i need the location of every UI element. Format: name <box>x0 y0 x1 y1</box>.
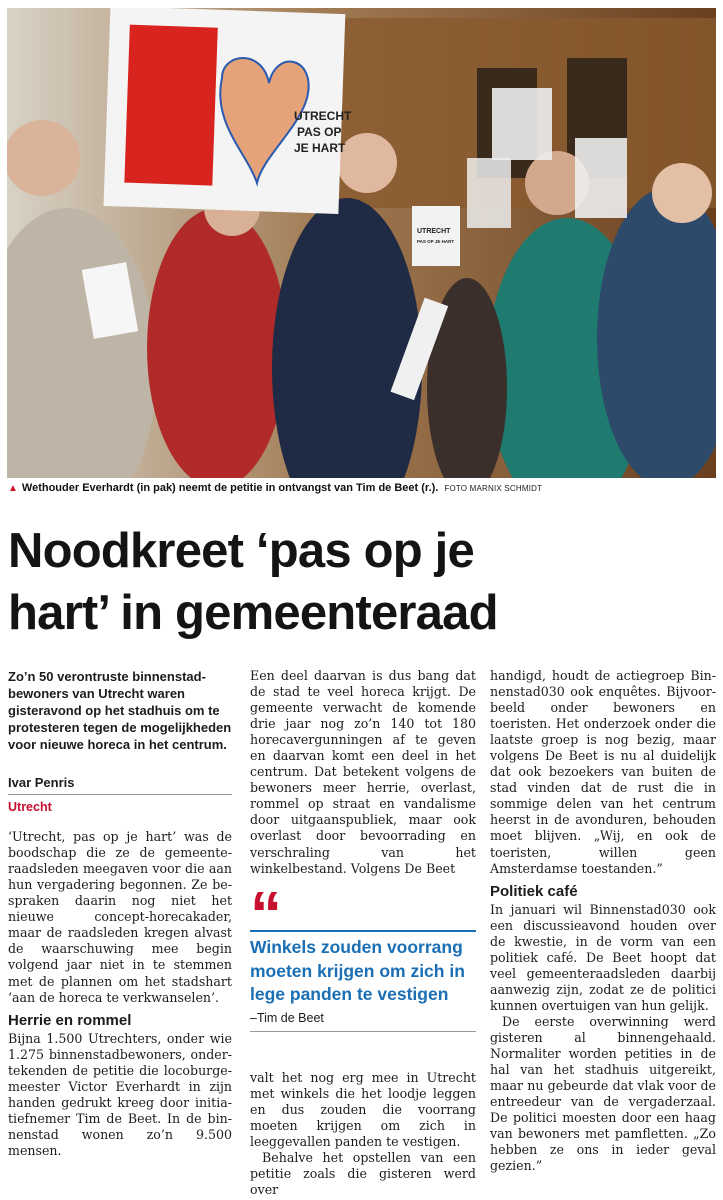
dateline-place: Utrecht <box>8 800 52 815</box>
body-paragraph: valt het nog erg mee in Utrecht met winkels die het loodje leggen en dus zouden die voorrang moeten krijgen om zich in leeggevallen panden te vestigen. <box>250 1070 476 1150</box>
body-paragraph: ‘Utrecht, pas op je hart’ was de boodschap die ze de gemeenteraadsleden meegaven voor die aan hun vergadering begonnen. Ze bespraken daarin nog niet het nieuwe concept-horecakader, maar de raadsleden kregen alvast de waarschuwing mee begin volgend jaar niet in te stemmen met de plannen om het stadshart ‘aan de horeca te verkwanselen’. <box>8 829 232 1005</box>
pull-quote-author: –Tim de Beet <box>250 1010 324 1025</box>
protest-sign <box>104 8 352 214</box>
pull-quote <box>250 878 476 1032</box>
small-sign-line-2: PAS OP JE HART <box>417 239 455 244</box>
background-sign <box>575 138 627 218</box>
divider <box>250 1031 476 1032</box>
sign-line-3: JE HART <box>294 141 346 155</box>
headline-line-2: hart’ in gemeenteraad <box>8 586 498 640</box>
protest-photo-illustration <box>7 8 716 478</box>
lead-paragraph: Zo’n 50 verontruste binnenstadbewoners van Utrecht waren gisteravond op het stadhuis om te protesteren tegen de mogelijkheden voor nieuwe horeca in het centrum. <box>8 669 232 752</box>
news-photo <box>7 8 716 478</box>
subheading-herrie: Herrie en rommel <box>8 1011 132 1029</box>
small-protest-sign <box>412 206 460 266</box>
column-1 <box>8 668 232 1159</box>
body-paragraph: De eerste overwinning werd gisteren al binnengehaald. Normaliter worden petities in de hal van het stadhuis uitgereikt, maar nu gebeurde dat vlak voor de entreedeur van de vergaderzaal. De politici moesten door een haag van bewoners met pamfletten. „Zo hebben ze ons in ieder geval gezien.” <box>490 1013 716 1174</box>
column-3 <box>490 668 716 1174</box>
subheading-politiek-cafe: Politiek café <box>490 882 578 900</box>
body-paragraph: Bijna 1.500 Utrechters, onder wie 1.275 binnenstadbewoners, ondertekenden de petitie die locoburgemeester Victor Everhardt in zijn handen gedrukt kreeg door initiatiefnemer Tim de Beet. In de binnenstad wonen zo’n 9.500 mensen. <box>8 1030 232 1158</box>
body-paragraph: In januari wil Binnenstad030 ook een discussieavond houden over de kwestie, in de vorm van een politiek café. De Beet hoopt dat veel gemeenteraadsleden daarbij aanwezig zijn, zodat ze de politici kunnen overtuigen van hun gelijk. <box>490 901 716 1013</box>
headline <box>8 520 718 644</box>
column-2 <box>250 668 476 877</box>
photo-caption <box>8 482 718 494</box>
sign-line-2: PAS OP <box>297 125 342 139</box>
pull-quote-text: Winkels zouden voorrang moeten krijgen om zich in lege panden te vestigen <box>250 930 476 1007</box>
small-sign-line-1: UTRECHT <box>417 228 451 235</box>
body-paragraph: Behalve het opstellen van een petitie zoals die gisteren werd over <box>250 1150 476 1198</box>
headline-line-1: Noodkreet ‘pas op je <box>8 524 474 578</box>
body-paragraph: Een deel daarvan is dus bang dat de stad te veel horeca krijgt. De gemeente verwacht de komende drie jaar nog zo’n 140 tot 180 horecavergunningen af te geven en daarvan komt een deel in het centrum. Dat betekent volgens de bewoners meer herrie, overlast, rommel op straat en vandalisme door uitgaanspubliek, maar ook overlast door bevoorrading en verschraling van het winkelbestand. Volgens De Beet <box>250 668 476 876</box>
background-sign <box>467 158 511 228</box>
sign-line-1: UTRECHT <box>294 109 352 123</box>
quote-mark-icon: “ <box>250 878 282 950</box>
body-paragraph: handigd, houdt de actiegroep Binnenstad030 ook enquêtes. Bijvoorbeeld onder bewoners en toeristen. Het onderzoek onder die laatste groep is nog bezig, maar volgens De Beet is nu al duidelijk dat ook bezoekers van buiten de stad vinden dat de rust die in sommige delen van het centrum heerst in de avonduren, behouden moet blijven. „Wij, en ook de toeristen, willen geen Amsterdamse toestanden.” <box>490 668 716 876</box>
caption-triangle-icon: ▲ <box>8 483 18 494</box>
caption-text: Wethouder Everhardt (in pak) neemt de petitie in ontvangst van Tim de Beet (r.). <box>21 482 439 494</box>
photo-credit: FOTO MARNIX SCHMIDT <box>444 484 543 493</box>
author-name: Ivar Penris <box>8 775 232 795</box>
background-sign <box>492 88 552 160</box>
column-2-continued <box>250 1070 476 1198</box>
